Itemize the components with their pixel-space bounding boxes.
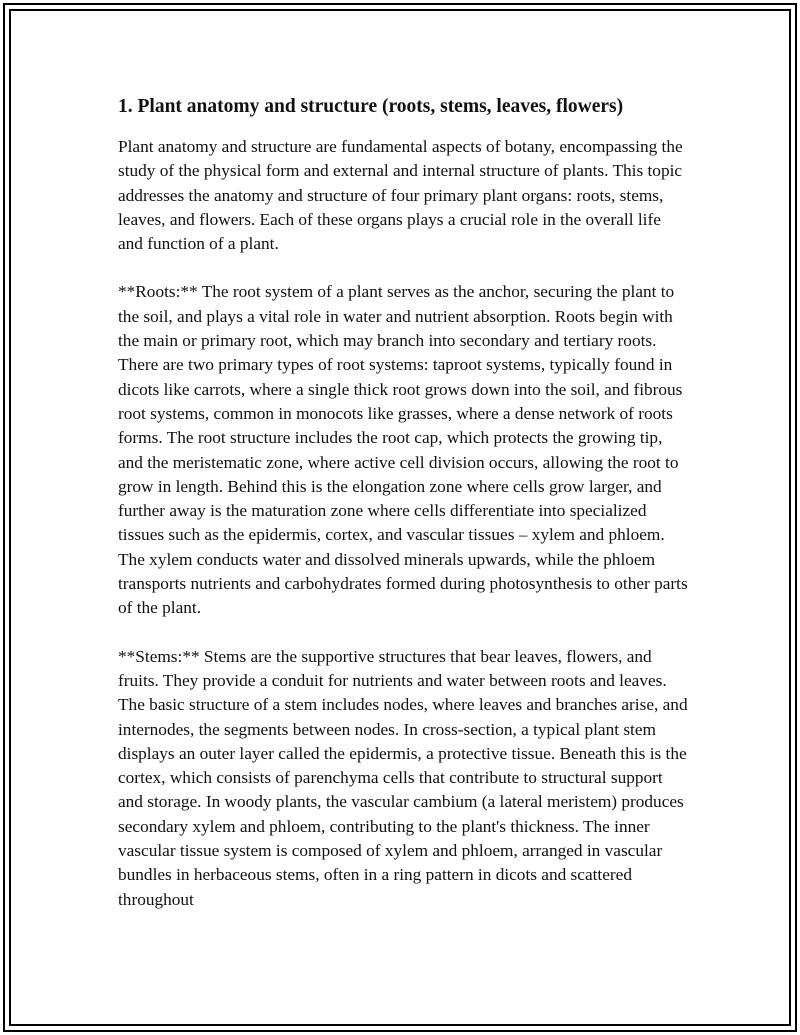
intro-paragraph: Plant anatomy and structure are fundamental aspects of botany, encompassing the study of the physical form and external and internal structure of plants. This topic addresses the anatomy and structure of four primary plant organs: roots, stems, leaves, and flowers. Each of these organs plays a crucial role in the overall life and function of a plant. [118,137,683,254]
section-heading: 1. Plant anatomy and structure (roots, stems, leaves, flowers) [118,96,624,117]
stems-paragraph: **Stems:** Stems are the supportive structures that bear leaves, flowers, and fruits. They provide a conduit for nutrients and water between roots and leaves. The basic structure of a stem includes nodes, where leaves and branches arise, and internodes, the segments between nodes. In cross-section, a typical plant stem displays an outer layer called the epidermis, a protective tissue. Beneath this is the cortex, which consists of parenchyma cells that contribute to structural support and storage. In woody plants, the vascular cambium (a lateral meristem) produces secondary xylem and phloem, contributing to the plant's thickness. The inner vascular tissue system is composed of xylem and phloem, arranged in vascular bundles in herbaceous stems, often in a ring pattern in dicots and scattered throughout [118,646,688,909]
roots-paragraph: **Roots:** The root system of a plant serves as the anchor, securing the plant to the soil, and plays a vital role in water and nutrient absorption. Roots begin with the main or primary root, which may branch into secondary and tertiary roots. There are two primary types of root systems: taproot systems, typically found in dicots like carrots, where a single thick root grows down into the soil, and fibrous root systems, common in monocots like grasses, where a dense network of roots forms. The root structure includes the root cap, which protects the growing tip, and the meristematic zone, where active cell division occurs, allowing the root to grow in length. Behind this is the elongation zone where cells grow larger, and further away is the maturation zone where cells differentiate into specialized tissues such as the epidermis, cortex, and vascular tissues – xylem and phloem. The xylem conducts water and dissolved minerals upwards, while the phloem transports nutrients and carbohydrates formed during photosynthesis to other parts of the plant. [118,282,688,618]
document-body [118,93,688,936]
